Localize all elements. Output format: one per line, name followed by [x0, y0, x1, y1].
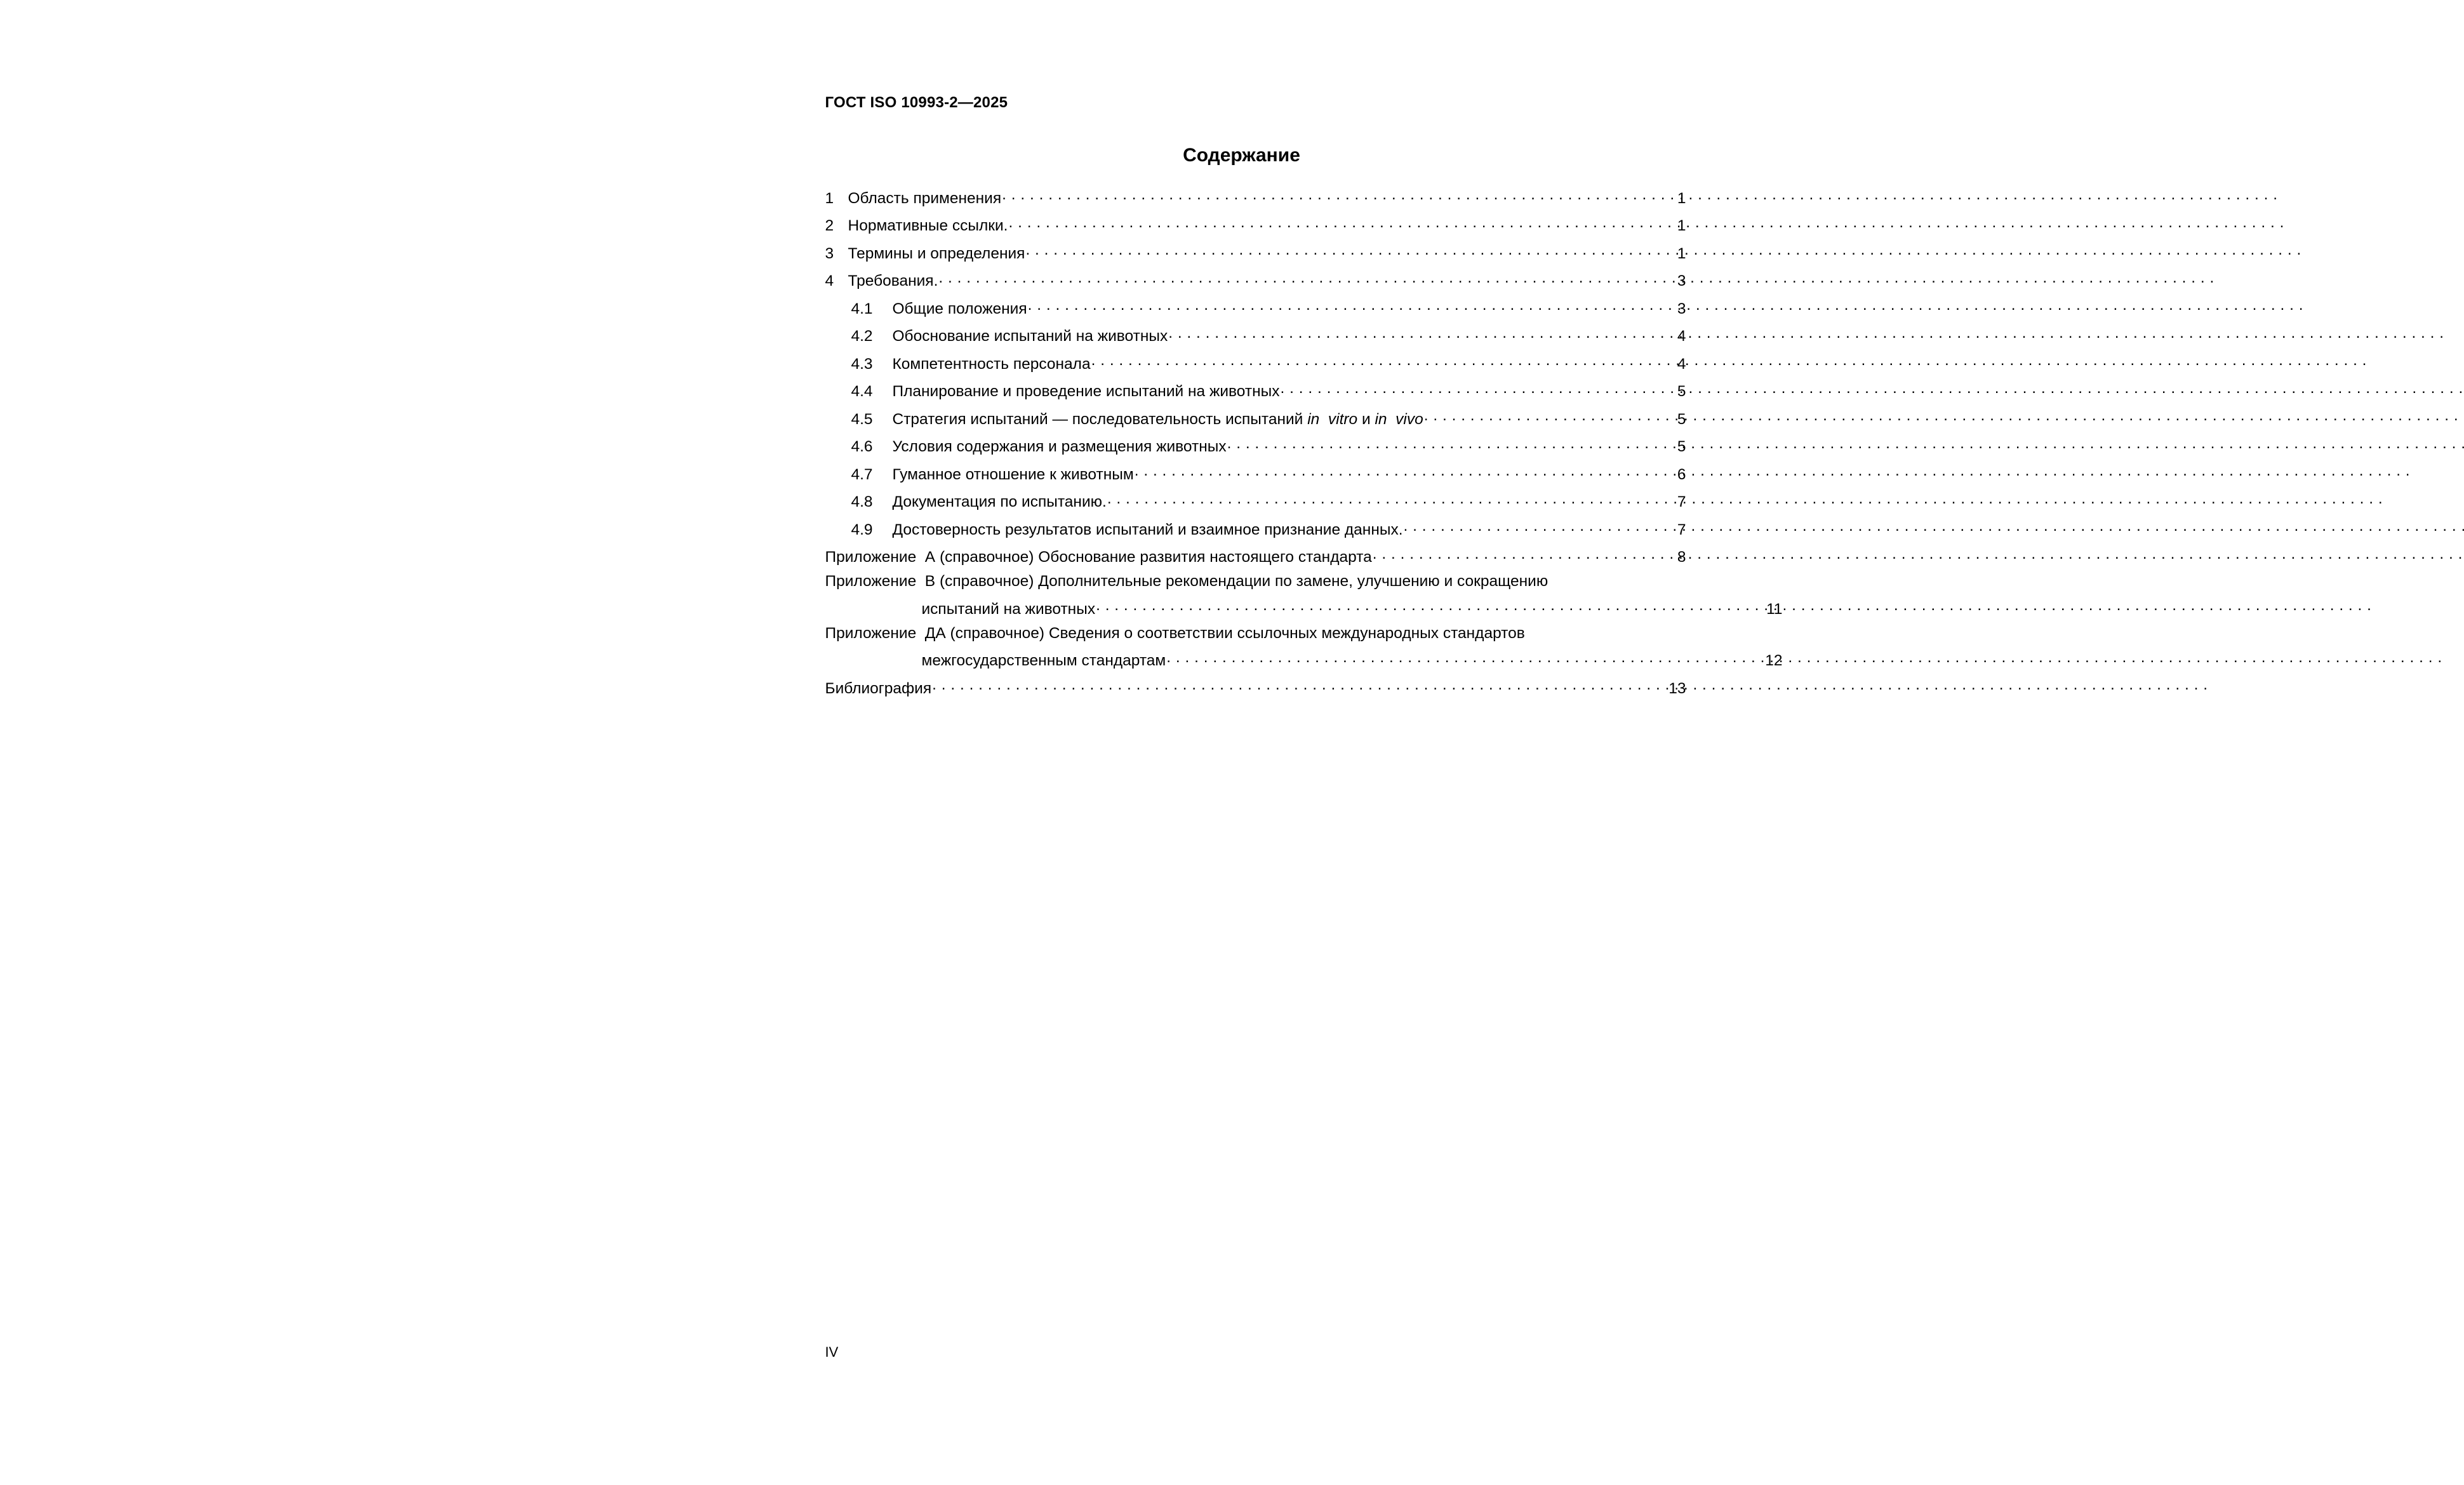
toc-entry[interactable] — [825, 573, 1783, 618]
toc-entry-page-number: 5 — [1677, 410, 1686, 428]
toc-leader-dots — [1002, 187, 1677, 203]
toc-entry-number: 4.5 — [851, 410, 873, 428]
toc-leader-dots — [1227, 436, 1677, 452]
toc-leader-dots — [1404, 519, 1677, 535]
toc-entry-line — [851, 381, 1686, 400]
toc-leader-dots — [1025, 243, 1676, 258]
toc-entry-page-number: 4 — [1677, 355, 1686, 373]
toc-entry-label: Приложение ДА (справочное) Сведения о соответствии ссылочных международных стандартов — [825, 624, 1525, 642]
toc-entry[interactable] — [825, 270, 1686, 290]
toc-entry-label: Документация по испытанию. — [892, 493, 1107, 510]
toc-entry-page-number: 4 — [1677, 328, 1686, 345]
toc-entry[interactable] — [825, 298, 1686, 317]
toc-entry-line — [851, 436, 1686, 455]
toc-leader-dots — [1166, 650, 1764, 666]
toc-entry-page-number: 3 — [1677, 272, 1686, 290]
toc-entry-number: 4.4 — [851, 383, 873, 400]
toc-entry-line — [825, 215, 1686, 234]
document-page — [707, 0, 1783, 1485]
toc-entry-page-number: 1 — [1677, 244, 1686, 262]
toc-entry-page-number: 12 — [1765, 652, 1783, 669]
toc-entry[interactable] — [825, 408, 1686, 427]
toc-entry-label: Общие положения — [892, 300, 1027, 317]
toc-entry-line — [825, 187, 1686, 206]
toc-entry-number: 4.1 — [851, 300, 873, 317]
toc-leader-dots — [1424, 408, 1677, 424]
toc-entry-label: Гуманное отношение к животным — [892, 465, 1134, 483]
toc-leader-dots — [1281, 381, 1677, 397]
toc-leader-dots — [1096, 598, 1766, 614]
toc-entry-number: 4 — [825, 272, 834, 290]
toc-leader-dots — [1107, 491, 1677, 507]
toc-entry-page-number: 3 — [1677, 300, 1686, 317]
toc-entry-line — [825, 677, 1686, 696]
toc-entry-label: Требования. — [848, 272, 938, 290]
toc-entry-line — [851, 326, 1686, 345]
toc-leader-dots — [1373, 547, 1677, 563]
toc-label-italic-term: in vivo — [1375, 410, 1423, 428]
toc-leader-dots — [938, 270, 1676, 286]
toc-entry-label: Достоверность результатов испытаний и взаимное признание данных. — [892, 521, 1403, 538]
toc-leader-dots — [1091, 353, 1677, 369]
toc-entry[interactable] — [825, 353, 1686, 372]
toc-entry-label: Приложение А (справочное) Обоснование развития настоящего стандарта — [825, 549, 1372, 566]
toc-entry-number: 4.6 — [851, 438, 873, 455]
toc-entry-line — [851, 298, 1686, 317]
toc-entry-label: Область применения — [848, 189, 1002, 207]
toc-entry-line-continuation — [825, 598, 1783, 617]
toc-entry[interactable] — [825, 215, 1686, 234]
toc-entry-page-number: 1 — [1677, 189, 1686, 207]
toc-entry-label: Обоснование испытаний на животных — [892, 328, 1168, 345]
toc-entry-page-number: 13 — [1668, 679, 1686, 697]
toc-entry-page-number: 5 — [1677, 438, 1686, 455]
toc-leader-dots — [1009, 215, 1677, 231]
toc-entry-label: Условия содержания и размещения животных — [892, 438, 1227, 455]
toc-entry[interactable] — [825, 436, 1686, 455]
toc-entry[interactable] — [825, 547, 1686, 566]
toc-entry[interactable] — [825, 463, 1686, 483]
toc-entry[interactable] — [825, 243, 1686, 262]
toc-entry-line — [851, 519, 1686, 538]
toc-entry-line — [851, 463, 1686, 483]
table-of-contents — [825, 187, 1783, 705]
document-header-standard-number: ГОСТ ISO 10993-2—2025 — [825, 94, 1008, 111]
toc-entry-page-number: 7 — [1677, 521, 1686, 538]
toc-entry-number: 3 — [825, 244, 834, 262]
toc-entry-label-continuation: испытаний на животных — [921, 600, 1096, 618]
page-folio-number: IV — [825, 1344, 839, 1360]
toc-entry-page-number: 7 — [1677, 493, 1686, 510]
toc-entry-number: 4.3 — [851, 355, 873, 373]
toc-entry[interactable] — [825, 624, 1783, 669]
toc-entry[interactable] — [825, 326, 1686, 345]
toc-entry-label: Библиография — [825, 679, 932, 697]
toc-entry-number: 1 — [825, 189, 834, 207]
page-title: Содержание — [1183, 145, 1300, 166]
toc-entry-number: 4.7 — [851, 465, 873, 483]
toc-entry-label: Термины и определения — [848, 244, 1025, 262]
toc-entry-label: Нормативные ссылки. — [848, 217, 1008, 234]
toc-entry[interactable] — [825, 187, 1686, 206]
toc-entry-label: Стратегия испытаний — последовательность испытаний in vitro и in vivo — [892, 410, 1423, 428]
toc-entry-label: Планирование и проведение испытаний на животных — [892, 383, 1280, 400]
toc-entry-number: 4.9 — [851, 521, 873, 538]
toc-entry-line — [851, 491, 1686, 510]
toc-entry[interactable] — [825, 381, 1686, 400]
toc-leader-dots — [932, 677, 1668, 693]
toc-leader-dots — [1168, 326, 1677, 342]
toc-entry-line — [825, 547, 1686, 566]
toc-leader-dots — [1135, 463, 1677, 479]
toc-leader-dots — [1028, 298, 1677, 314]
toc-entry-page-number: 6 — [1677, 465, 1686, 483]
toc-entry-page-number: 8 — [1677, 549, 1686, 566]
toc-entry-number: 4.8 — [851, 493, 873, 510]
toc-entry-line — [825, 270, 1686, 290]
toc-entry-number: 4.2 — [851, 328, 873, 345]
toc-entry-line — [851, 408, 1686, 427]
toc-entry-page-number: 5 — [1677, 383, 1686, 400]
toc-entry[interactable] — [825, 677, 1686, 696]
toc-entry-line — [825, 243, 1686, 262]
toc-entry-line — [851, 353, 1686, 372]
toc-entry-page-number: 1 — [1677, 217, 1686, 234]
toc-entry[interactable] — [825, 491, 1686, 510]
toc-entry-line — [825, 626, 1686, 642]
toc-entry-number: 2 — [825, 217, 834, 234]
toc-entry-line — [825, 574, 1686, 590]
toc-entry[interactable] — [825, 519, 1686, 538]
toc-entry-line-continuation — [825, 650, 1783, 669]
toc-entry-label: Компетентность персонала — [892, 355, 1091, 373]
toc-entry-label-continuation: межгосударственным стандартам — [921, 652, 1166, 669]
toc-entry-page-number: 11 — [1766, 600, 1783, 618]
toc-entry-label: Приложение В (справочное) Дополнительные рекомендации по замене, улучшению и сокращению — [825, 573, 1548, 590]
toc-label-italic-term: in vitro — [1307, 410, 1358, 428]
